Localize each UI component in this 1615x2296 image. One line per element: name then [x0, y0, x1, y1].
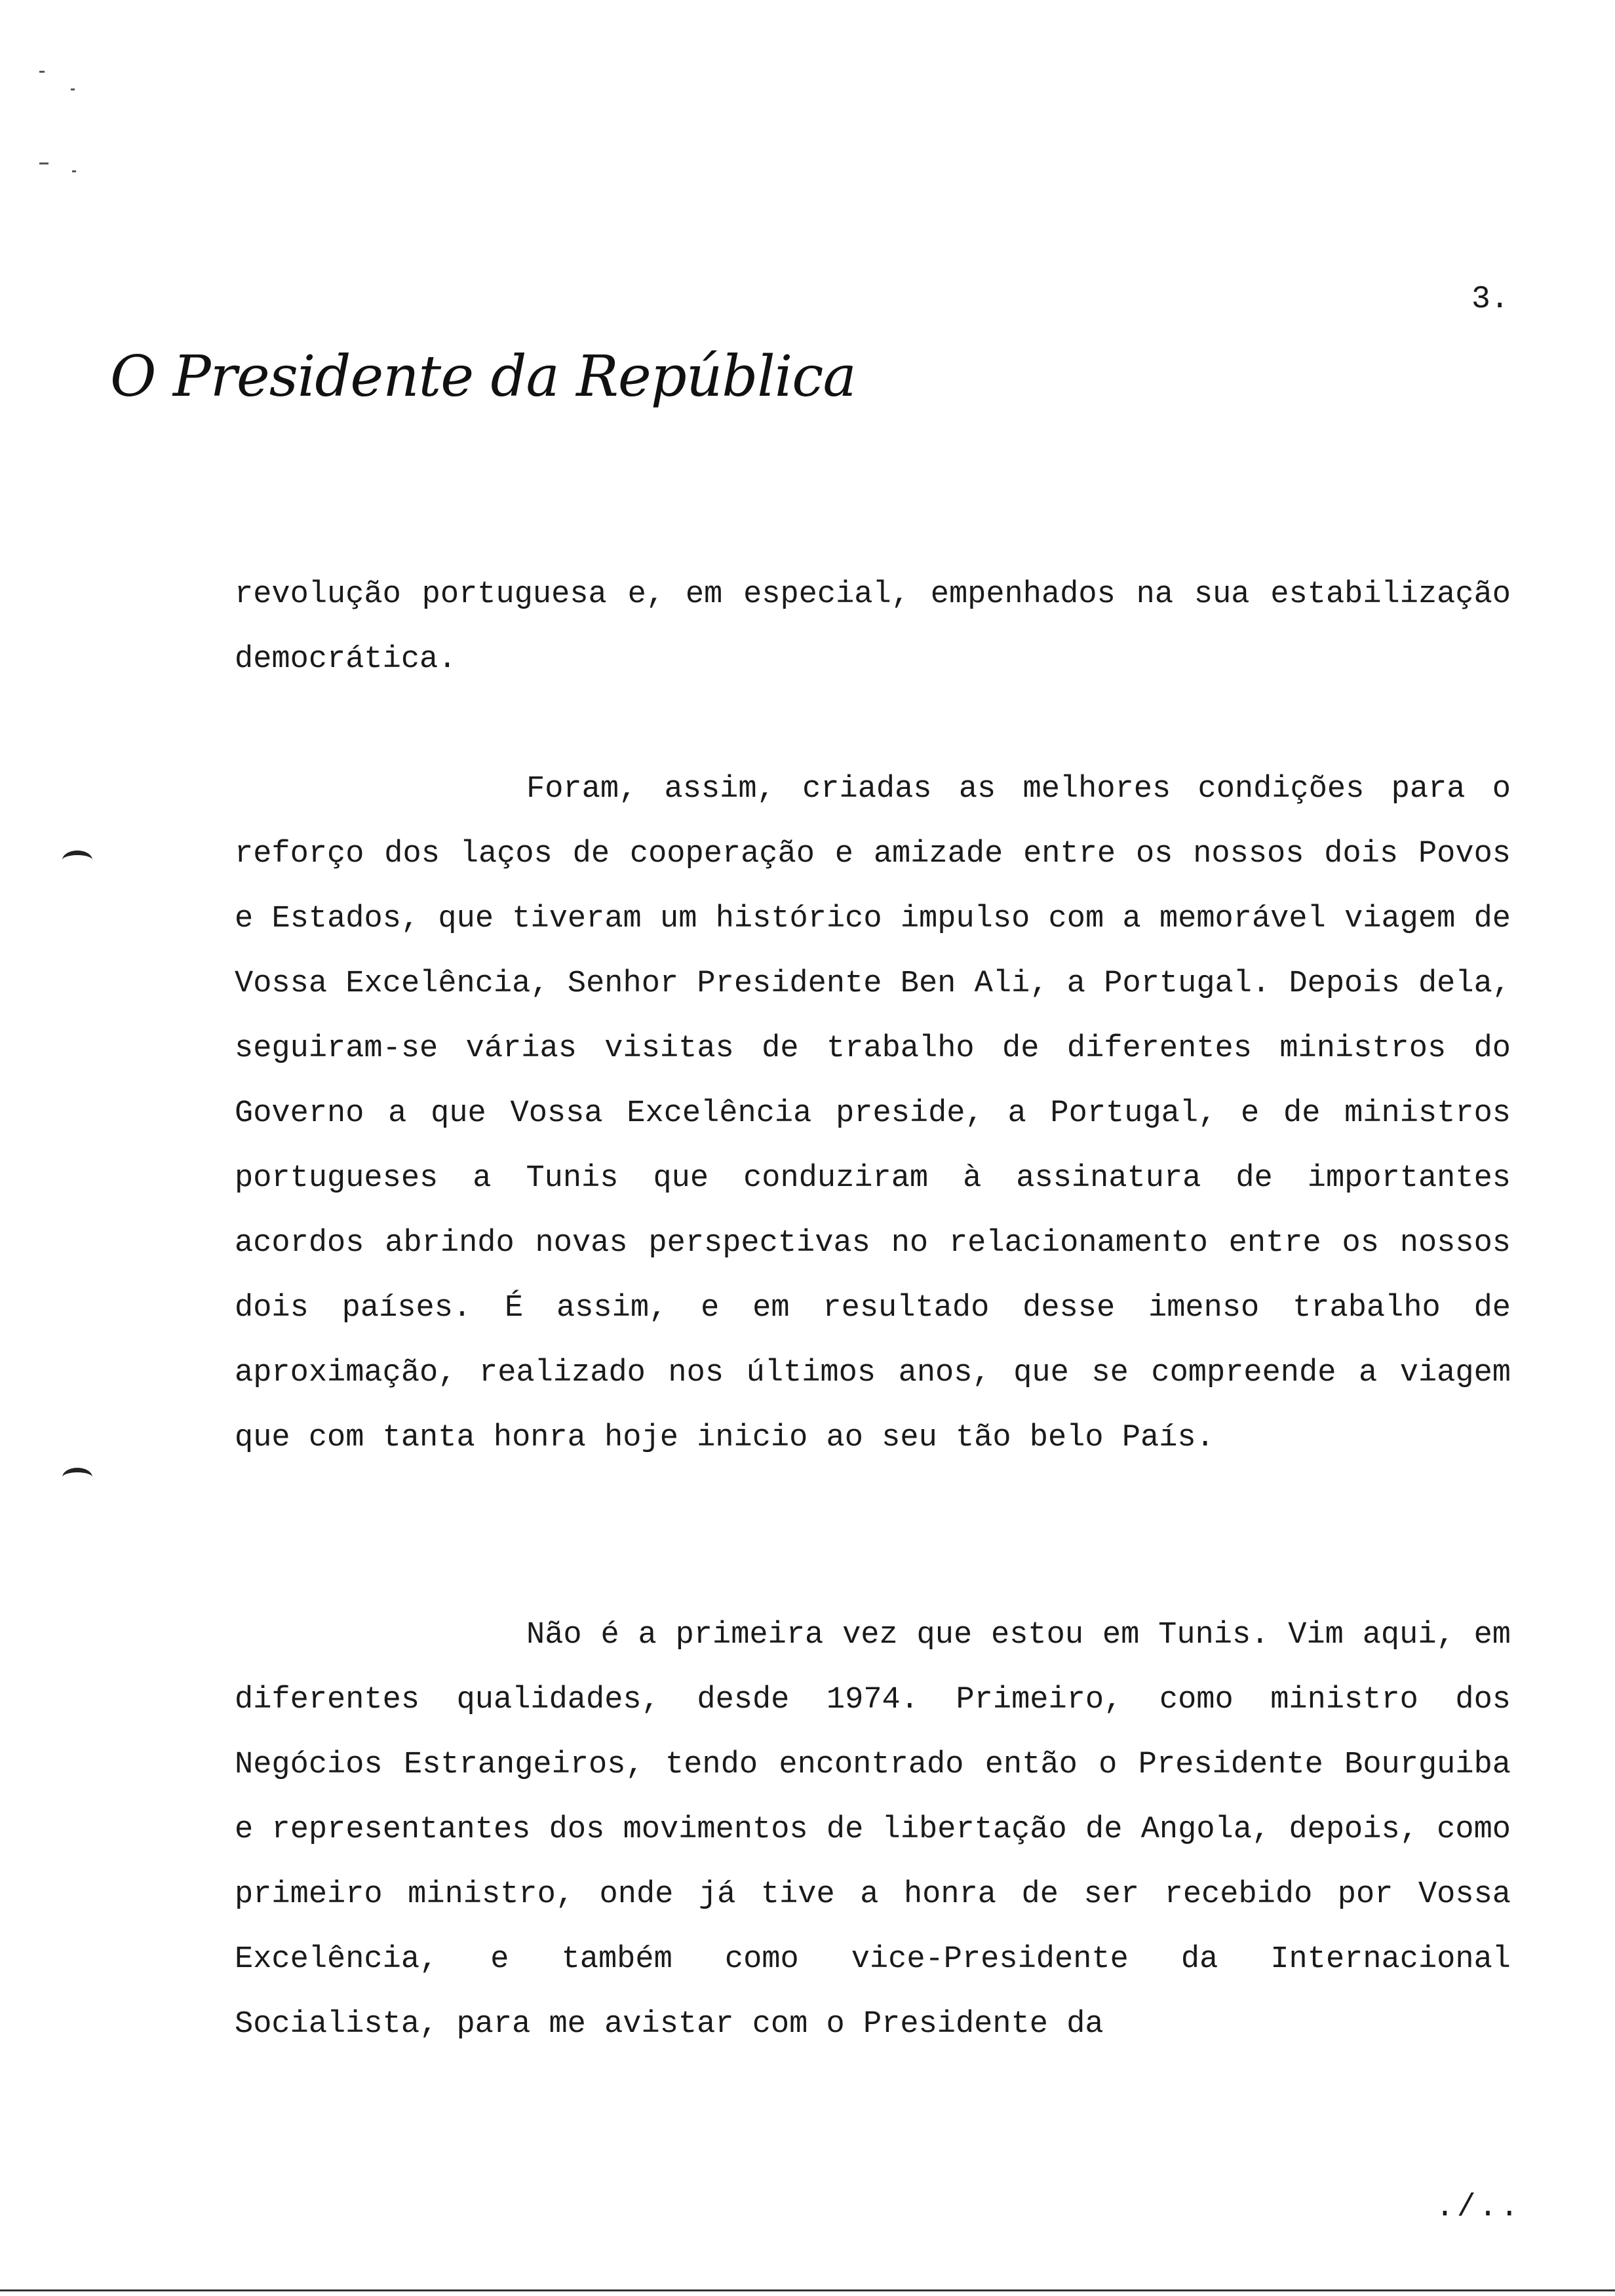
page-number: 3.: [1471, 282, 1509, 317]
punch-hole-mark: [62, 851, 92, 870]
scan-artifact: [39, 163, 49, 164]
paragraph-continuation: revolução portuguesa e, em especial, empenhados na sua estabilização democrática.: [235, 577, 1511, 677]
continuation-mark: ./..: [1435, 2190, 1522, 2225]
letterhead: O Presidente da República: [110, 344, 856, 410]
paragraph-tunis-visits: Não é a primeira vez que estou em Tunis. Vim aqui, em diferentes qualidades, desde 1974. Primeiro, como ministro dos Negócios Estrangeiros, tendo encontrado então o Presidente Bourguiba e representantes dos movimentos de libertação de Angola, depois, como primeiro ministro, onde já tive a honra de ser recebido por Vossa Excelência, e também como vice-Presidente da Internacional Socialista, para me avistar com o Presidente da: [235, 1618, 1511, 2042]
scan-artifact: [71, 88, 75, 90]
punch-hole-mark: [62, 1468, 92, 1487]
paragraph-cooperation: Foram, assim, criadas as melhores condições para o reforço dos laços de cooperação e amizade entre os nossos dois Povos e Estados, que tiveram um histórico impulso com a memorável viagem de Vossa Excelência, Senhor Presidente Ben Ali, a Portugal. Depois dela, seguiram-se várias visitas de trabalho de diferentes ministros do Governo a que Vossa Excelência preside, a Portugal, e de ministros portugueses a Tunis que conduziram à assinatura de importantes acordos abrindo novas perspectivas no relacionamento entre os nossos dois países. É assim, e em resultado desse imenso trabalho de aproximação, realizado nos últimos anos, que se compreende a viagem que com tanta honra hoje inicio ao seu tão belo País.: [235, 772, 1511, 1455]
scan-artifact: [72, 170, 76, 172]
page-bottom-edge: [0, 2289, 1615, 2291]
scan-artifact: [39, 71, 45, 73]
